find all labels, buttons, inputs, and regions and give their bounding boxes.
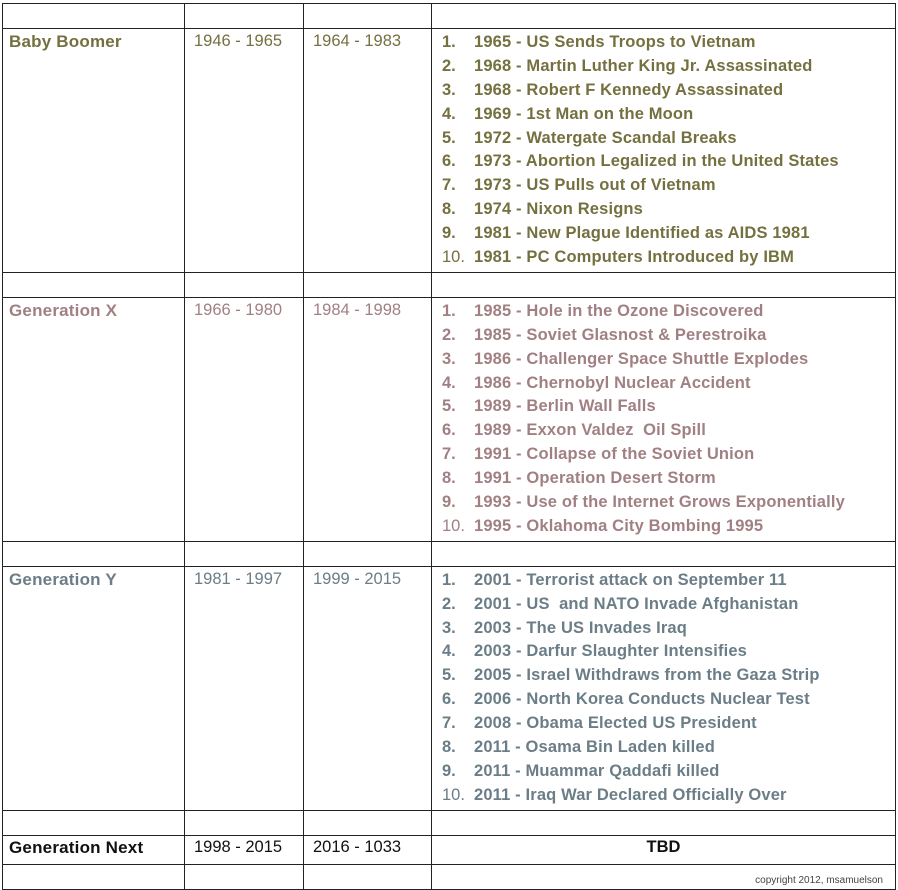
item-number: 2.	[442, 594, 456, 613]
birth-years: 1946 - 1965	[185, 29, 304, 273]
item-number: 4.	[442, 642, 456, 661]
event-text: 1974 - Nixon Resigns	[474, 200, 643, 219]
list-item	[442, 372, 895, 396]
list-item	[442, 79, 895, 103]
coming-of-age-years: 1984 - 1998	[304, 297, 432, 541]
item-number: 9.	[442, 224, 456, 243]
item-number: 3.	[442, 80, 456, 99]
event-text: 2005 - Israel Withdraws from the Gaza Strip	[474, 666, 820, 685]
item-number: 10.	[442, 248, 465, 267]
spacer-row	[3, 4, 896, 29]
event-text: 1986 - Chernobyl Nuclear Accident	[474, 373, 751, 392]
generation-row-generation-x	[3, 297, 896, 541]
list-item	[442, 712, 895, 736]
item-number: 8.	[442, 738, 456, 757]
generation-row-generation-next	[3, 835, 896, 864]
list-item	[442, 419, 895, 443]
spacer-row	[3, 541, 896, 566]
birth-years: 1966 - 1980	[185, 297, 304, 541]
event-text: 1989 - Berlin Wall Falls	[474, 397, 656, 416]
event-text: 1969 - 1st Man on the Moon	[474, 104, 694, 123]
list-item	[442, 198, 895, 222]
coming-of-age-years: 2016 - 1033	[304, 835, 432, 864]
item-number: 1.	[442, 570, 456, 589]
item-number: 8.	[442, 200, 456, 219]
list-item	[442, 103, 895, 127]
item-number: 6.	[442, 152, 456, 171]
list-item	[442, 127, 895, 151]
list-item	[442, 515, 895, 539]
event-text: 2003 - The US Invades Iraq	[474, 618, 687, 637]
item-number: 3.	[442, 618, 456, 637]
item-number: 10.	[442, 785, 465, 804]
events-cell	[432, 566, 896, 810]
event-text: 1981 - PC Computers Introduced by IBM	[474, 248, 795, 267]
list-item	[442, 569, 895, 593]
generation-row-generation-y	[3, 566, 896, 810]
item-number: 1.	[442, 33, 456, 51]
item-number: 7.	[442, 176, 456, 195]
item-number: 9.	[442, 493, 456, 512]
list-item	[442, 491, 895, 515]
list-item	[442, 760, 895, 784]
event-text: 2011 - Osama Bin Laden killed	[474, 738, 715, 757]
event-text: 1968 - Martin Luther King Jr. Assassinated	[474, 56, 813, 75]
event-text: 1985 - Hole in the Ozone Discovered	[474, 301, 764, 320]
event-text: 1985 - Soviet Glasnost & Perestroika	[474, 325, 767, 344]
spacer-row	[3, 810, 896, 835]
item-number: 7.	[442, 445, 456, 464]
list-item	[442, 443, 895, 467]
item-number: 4.	[442, 373, 456, 392]
event-text: 1991 - Operation Desert Storm	[474, 469, 716, 488]
list-item	[442, 784, 895, 808]
generation-name: Generation X	[3, 297, 185, 541]
event-text: 1968 - Robert F Kennedy Assassinated	[474, 80, 784, 99]
spacer-row	[3, 272, 896, 297]
item-number: 5.	[442, 128, 456, 147]
item-number: 6.	[442, 690, 456, 709]
item-number: 10.	[442, 516, 465, 535]
birth-years: 1998 - 2015	[185, 835, 304, 864]
event-text: 1991 - Collapse of the Soviet Union	[474, 445, 755, 464]
events-cell	[432, 297, 896, 541]
event-text: 2001 - Terrorist attack on September 11	[474, 570, 787, 589]
generation-name: Generation Y	[3, 566, 185, 810]
events-list	[442, 31, 895, 270]
coming-of-age-years: 1999 - 2015	[304, 566, 432, 810]
birth-years: 1981 - 1997	[185, 566, 304, 810]
item-number: 1.	[442, 301, 456, 320]
list-item	[442, 150, 895, 174]
event-text: 2003 - Darfur Slaughter Intensifies	[474, 642, 747, 661]
list-item	[442, 736, 895, 760]
event-text: 2001 - US and NATO Invade Afghanistan	[474, 594, 799, 613]
generation-name: Baby Boomer	[3, 29, 185, 273]
event-text: 1995 - Oklahoma City Bombing 1995	[474, 516, 764, 535]
list-item	[442, 593, 895, 617]
list-item	[442, 395, 895, 419]
list-item	[442, 640, 895, 664]
item-number: 7.	[442, 714, 456, 733]
events-list	[442, 569, 895, 808]
event-text: 2008 - Obama Elected US President	[474, 714, 757, 733]
event-text: 1973 - Abortion Legalized in the United States	[474, 152, 839, 171]
list-item	[442, 348, 895, 372]
event-text: 1965 - US Sends Troops to Vietnam	[474, 33, 756, 51]
list-item	[442, 617, 895, 641]
item-number: 2.	[442, 56, 456, 75]
events-list	[442, 300, 895, 539]
coming-of-age-years: 1964 - 1983	[304, 29, 432, 273]
event-text: 2006 - North Korea Conducts Nuclear Test	[474, 690, 810, 709]
copyright-notice: copyright 2012, msamuelson	[755, 874, 883, 886]
list-item	[442, 300, 895, 324]
item-number: 8.	[442, 469, 456, 488]
event-text: 1981 - New Plague Identified as AIDS 1981	[474, 224, 810, 243]
event-text: 1986 - Challenger Space Shuttle Explodes	[474, 349, 809, 368]
generation-name: Generation Next	[3, 835, 185, 864]
event-text: 2011 - Iraq War Declared Officially Over	[474, 785, 787, 804]
events-tbd: TBD	[432, 835, 896, 864]
list-item	[442, 467, 895, 491]
item-number: 5.	[442, 397, 456, 416]
event-text: 1993 - Use of the Internet Grows Exponentially	[474, 493, 845, 512]
generations-table	[2, 3, 896, 890]
list-item	[442, 664, 895, 688]
generation-row-baby-boomer	[3, 29, 896, 273]
events-cell	[432, 29, 896, 273]
list-item	[442, 31, 895, 55]
event-text: 2011 - Muammar Qaddafi killed	[474, 761, 720, 780]
item-number: 3.	[442, 349, 456, 368]
item-number: 9.	[442, 761, 456, 780]
item-number: 6.	[442, 421, 456, 440]
list-item	[442, 174, 895, 198]
list-item	[442, 324, 895, 348]
item-number: 4.	[442, 104, 456, 123]
item-number: 2.	[442, 325, 456, 344]
list-item	[442, 55, 895, 79]
list-item	[442, 222, 895, 246]
list-item	[442, 688, 895, 712]
item-number: 5.	[442, 666, 456, 685]
event-text: 1972 - Watergate Scandal Breaks	[474, 128, 737, 147]
list-item	[442, 246, 895, 270]
event-text: 1973 - US Pulls out of Vietnam	[474, 176, 716, 195]
event-text: 1989 - Exxon Valdez Oil Spill	[474, 421, 706, 440]
